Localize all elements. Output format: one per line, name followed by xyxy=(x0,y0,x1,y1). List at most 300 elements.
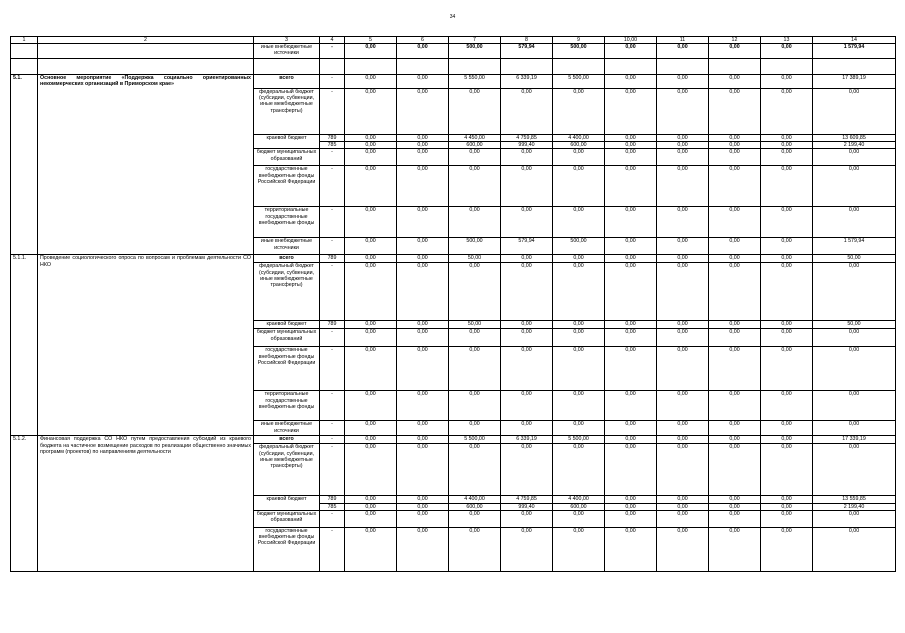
value-cell-c14 xyxy=(813,135,896,149)
value-cell-c7: 50,00 xyxy=(449,255,501,263)
value-cell-c5 xyxy=(345,496,397,510)
value-cell-c12 xyxy=(709,496,761,510)
value-cell-c5: 0,00 xyxy=(345,75,397,89)
source-cell: государственные внебюджетные фонды Российской Федерации xyxy=(254,347,320,391)
empty-cell xyxy=(657,59,709,75)
value-cell-c4: - xyxy=(320,166,345,207)
value-cell-c7: 0,00 xyxy=(449,207,501,238)
value-cell-c5: 0,00 xyxy=(345,321,397,329)
value-cell-c13: 0,00 xyxy=(761,207,813,238)
empty-cell xyxy=(345,59,397,75)
value-cell-c12: 0,00 xyxy=(709,207,761,238)
regional-value-785: 0,00 xyxy=(345,503,396,510)
value-cell-c9: 0,00 xyxy=(553,329,605,347)
value-cell-c13: 0,00 xyxy=(761,329,813,347)
value-cell-c8: 0,00 xyxy=(501,263,553,321)
value-cell-c6: 0,00 xyxy=(397,166,449,207)
header-cell-12: 12 xyxy=(709,37,761,44)
value-cell-c7: 0,00 xyxy=(449,166,501,207)
value-cell-c10: 0,00 xyxy=(605,166,657,207)
value-cell-c8 xyxy=(501,135,553,149)
table-row xyxy=(11,44,896,59)
value-cell-c5: 0,00 xyxy=(345,527,397,571)
value-cell-c7: 0,00 xyxy=(449,510,501,527)
source-cell: бюджет муниципальных образований xyxy=(254,329,320,347)
value-cell-c12: 0,00 xyxy=(709,263,761,321)
value-cell-c14: 0,00 xyxy=(813,391,896,421)
value-cell-c11: 0,00 xyxy=(657,391,709,421)
value-cell-c14: 0,00 xyxy=(813,149,896,166)
regional-value-785: 0,00 xyxy=(657,141,708,148)
value-cell-c6: 0,00 xyxy=(397,44,449,59)
header-cell-2: 2 xyxy=(38,37,254,44)
value-cell-c14: 0,00 xyxy=(813,263,896,321)
value-cell-c5: 0,00 xyxy=(345,510,397,527)
value-cell-c7: 0,00 xyxy=(449,444,501,496)
empty-cell xyxy=(320,59,345,75)
value-cell-c12: 0,00 xyxy=(709,347,761,391)
value-cell-c5: 0,00 xyxy=(345,255,397,263)
header-cell-5: 5 xyxy=(345,37,397,44)
value-cell-c5: 0,00 xyxy=(345,263,397,321)
value-cell-c11: 0,00 xyxy=(657,444,709,496)
header-cell-13: 13 xyxy=(761,37,813,44)
source-cell: государственные внебюджетные фонды Российской Федерации xyxy=(254,527,320,571)
value-cell-c8: 0,00 xyxy=(501,149,553,166)
value-cell-c14: 0,00 xyxy=(813,329,896,347)
regional-value-789: 0,00 xyxy=(729,135,740,142)
value-cell-c12: 0,00 xyxy=(709,329,761,347)
value-cell-c9 xyxy=(553,135,605,149)
value-cell-c6: 0,00 xyxy=(397,207,449,238)
value-cell-c4: - xyxy=(320,347,345,391)
value-cell-c7: 0,00 xyxy=(449,347,501,391)
value-cell-c9: 0,00 xyxy=(553,255,605,263)
value-cell-c8 xyxy=(501,496,553,510)
value-cell-c6: 0,00 xyxy=(397,510,449,527)
value-cell-c14: 1 579,94 xyxy=(813,238,896,255)
value-cell-c6: 0,00 xyxy=(397,255,449,263)
page-number: 34 xyxy=(449,14,456,20)
regional-value-785: 785 xyxy=(320,503,344,510)
regional-value-785: 600,00 xyxy=(553,141,604,148)
value-cell-c9: 0,00 xyxy=(553,149,605,166)
regional-value-789: 789 xyxy=(327,496,337,503)
table-row xyxy=(11,75,896,89)
value-cell-c4: - xyxy=(320,444,345,496)
regional-value-785: 2 199,40 xyxy=(813,141,895,148)
value-cell-c10: 0,00 xyxy=(605,444,657,496)
value-cell-c6: 0,00 xyxy=(397,149,449,166)
regional-value-789: 13 559,85 xyxy=(842,496,866,503)
value-cell-c6: 0,00 xyxy=(397,75,449,89)
regional-value-785: 600,00 xyxy=(553,503,604,510)
value-cell-c4: - xyxy=(320,89,345,135)
value-cell-c9: 0,00 xyxy=(553,421,605,436)
value-cell-c13: 0,00 xyxy=(761,89,813,135)
source-cell: краевой бюджет xyxy=(254,496,320,510)
value-cell-c14: 17 389,19 xyxy=(813,75,896,89)
regional-value-785: 0,00 xyxy=(345,141,396,148)
value-cell-c8: 0,00 xyxy=(501,527,553,571)
value-cell-c13: 0,00 xyxy=(761,238,813,255)
value-cell-c4: - xyxy=(320,436,345,444)
value-cell-c8: 0,00 xyxy=(501,329,553,347)
value-cell-c4: - xyxy=(320,75,345,89)
regional-value-785: 0,00 xyxy=(397,503,448,510)
empty-cell xyxy=(38,59,254,75)
value-cell-c12: 0,00 xyxy=(709,321,761,329)
regional-value-789: 4 400,00 xyxy=(464,496,485,503)
value-cell-c12: 0,00 xyxy=(709,149,761,166)
regional-value-789: 4 400,00 xyxy=(568,135,589,142)
header-cell-9: 9 xyxy=(553,37,605,44)
value-cell-c9: 0,00 xyxy=(553,391,605,421)
regional-value-785: 999,40 xyxy=(501,503,552,510)
value-cell-c6: 0,00 xyxy=(397,329,449,347)
value-cell-c10: 0,00 xyxy=(605,44,657,59)
section-title: Финансовая поддержка СО НКО путем предоставления субсидий из краевого бюджета на частичное возмещение расходов по реализации общественно значимых программ (проектов) по направлениям деятельности xyxy=(38,436,254,571)
regional-value-789: 0,00 xyxy=(781,496,792,503)
value-cell-c6: 0,00 xyxy=(397,391,449,421)
source-cell: государственные внебюджетные фонды Российской Федерации xyxy=(254,166,320,207)
source-cell: территориальные государственные внебюджетные фонды xyxy=(254,391,320,421)
value-cell-c14: 0,00 xyxy=(813,510,896,527)
source-cell: всего xyxy=(254,75,320,89)
regional-value-785: 999,40 xyxy=(501,141,552,148)
value-cell-c12 xyxy=(709,135,761,149)
value-cell-c12: 0,00 xyxy=(709,510,761,527)
value-cell-c14 xyxy=(813,496,896,510)
value-cell-c10 xyxy=(605,496,657,510)
value-cell-c10 xyxy=(605,135,657,149)
section-number: 5.1.2. xyxy=(11,436,38,571)
regional-value-789: 0,00 xyxy=(365,135,376,142)
value-cell-c11 xyxy=(657,135,709,149)
value-cell-c4: - xyxy=(320,421,345,436)
value-cell-c11: 0,00 xyxy=(657,207,709,238)
value-cell-c11: 0,00 xyxy=(657,329,709,347)
value-cell-c14: 0,00 xyxy=(813,207,896,238)
value-cell-c11: 0,00 xyxy=(657,510,709,527)
value-cell-c11 xyxy=(657,496,709,510)
regional-value-789: 0,00 xyxy=(417,135,428,142)
budget-table xyxy=(10,36,896,572)
value-cell-c9: 500,00 xyxy=(553,238,605,255)
value-cell-c10: 0,00 xyxy=(605,255,657,263)
value-cell-c8: 6 339,19 xyxy=(501,75,553,89)
value-cell-c11: 0,00 xyxy=(657,347,709,391)
value-cell-c13: 0,00 xyxy=(761,391,813,421)
section-title: Проведение социологического опроса по вопросам и проблемам деятельности СО НКО xyxy=(38,255,254,436)
value-cell-c8: 0,00 xyxy=(501,421,553,436)
value-cell-c5: 0,00 xyxy=(345,149,397,166)
value-cell-c7: 0,00 xyxy=(449,329,501,347)
empty-cell xyxy=(813,59,896,75)
value-cell-c11: 0,00 xyxy=(657,263,709,321)
value-cell-c14: 0,00 xyxy=(813,166,896,207)
value-cell-c6: 0,00 xyxy=(397,347,449,391)
value-cell-c6: 0,00 xyxy=(397,263,449,321)
value-cell-c14: 0,00 xyxy=(813,421,896,436)
regional-value-789: 4 450,00 xyxy=(464,135,485,142)
section-number: 5.1. xyxy=(11,75,38,255)
regional-value-785: 0,00 xyxy=(657,503,708,510)
regional-value-785: 0,00 xyxy=(605,141,656,148)
regional-value-785: 0,00 xyxy=(397,141,448,148)
value-cell-c8: 0,00 xyxy=(501,89,553,135)
regional-value-789: 0,00 xyxy=(677,496,688,503)
value-cell-c5: 0,00 xyxy=(345,421,397,436)
value-cell-c9: 0,00 xyxy=(553,527,605,571)
source-cell: иные внебюджетные источники xyxy=(254,44,320,59)
source-cell: краевой бюджет xyxy=(254,321,320,329)
regional-value-789: 0,00 xyxy=(625,135,636,142)
empty-cell xyxy=(709,59,761,75)
value-cell-c13: 0,00 xyxy=(761,510,813,527)
empty-cell xyxy=(501,59,553,75)
source-cell: бюджет муниципальных образований xyxy=(254,149,320,166)
value-cell-c7: 50,00 xyxy=(449,321,501,329)
value-cell-c11: 0,00 xyxy=(657,421,709,436)
value-cell-c5: 0,00 xyxy=(345,444,397,496)
value-cell-c9: 0,00 xyxy=(553,89,605,135)
header-cell-1: 1 xyxy=(11,37,38,44)
value-cell-c13: 0,00 xyxy=(761,44,813,59)
value-cell-c7: 500,00 xyxy=(449,44,501,59)
value-cell-c8: 0,00 xyxy=(501,166,553,207)
value-cell-c6: 0,00 xyxy=(397,89,449,135)
value-cell-c7: 0,00 xyxy=(449,391,501,421)
header-row xyxy=(11,37,896,44)
source-cell: всего xyxy=(254,436,320,444)
regional-value-785: 600,00 xyxy=(449,503,500,510)
value-cell-c9: 0,00 xyxy=(553,207,605,238)
value-cell-c4: - xyxy=(320,149,345,166)
value-cell-c10: 0,00 xyxy=(605,329,657,347)
value-cell-c7 xyxy=(449,496,501,510)
value-cell-c12: 0,00 xyxy=(709,89,761,135)
value-cell-c13: 0,00 xyxy=(761,527,813,571)
value-cell-c14: 0,00 xyxy=(813,527,896,571)
value-cell-c9: 5 500,00 xyxy=(553,75,605,89)
value-cell-c10: 0,00 xyxy=(605,510,657,527)
header-cell-4: 4 xyxy=(320,37,345,44)
regional-value-785: 0,00 xyxy=(761,503,812,510)
value-cell-c13: 0,00 xyxy=(761,436,813,444)
value-cell-c9 xyxy=(553,496,605,510)
value-cell-c4: - xyxy=(320,44,345,59)
value-cell-c9: 0,00 xyxy=(553,166,605,207)
value-cell-c5: 0,00 xyxy=(345,238,397,255)
value-cell-c14: 1 579,94 xyxy=(813,44,896,59)
regional-value-785: 0,00 xyxy=(605,503,656,510)
value-cell-c5: 0,00 xyxy=(345,391,397,421)
value-cell-c13 xyxy=(761,496,813,510)
value-cell-c10: 0,00 xyxy=(605,75,657,89)
value-cell-c12: 0,00 xyxy=(709,527,761,571)
header-cell-10: 10,00 xyxy=(605,37,657,44)
header-cell-8: 8 xyxy=(501,37,553,44)
source-cell: иные внебюджетные источники xyxy=(254,238,320,255)
value-cell-c6 xyxy=(397,496,449,510)
value-cell-c11: 0,00 xyxy=(657,255,709,263)
regional-value-789: 4 400,00 xyxy=(568,496,589,503)
regional-value-789: 0,00 xyxy=(729,496,740,503)
value-cell-c8: 0,00 xyxy=(501,510,553,527)
value-cell-c6: 0,00 xyxy=(397,321,449,329)
value-cell-c13: 0,00 xyxy=(761,75,813,89)
source-cell: краевой бюджет xyxy=(254,135,320,149)
value-cell-c11: 0,00 xyxy=(657,44,709,59)
value-cell-c10: 0,00 xyxy=(605,421,657,436)
value-cell-c12: 0,00 xyxy=(709,436,761,444)
value-cell-c10: 0,00 xyxy=(605,436,657,444)
value-cell-c9: 0,00 xyxy=(553,321,605,329)
value-cell-c8: 0,00 xyxy=(501,207,553,238)
value-cell-c12: 0,00 xyxy=(709,391,761,421)
source-cell: всего xyxy=(254,255,320,263)
source-cell: федеральный бюджет (субсидии, субвенции, иные межбюджетные трансферты) xyxy=(254,444,320,496)
regional-value-789: 0,00 xyxy=(365,496,376,503)
value-cell-c7: 0,00 xyxy=(449,149,501,166)
value-cell-c12: 0,00 xyxy=(709,44,761,59)
empty-cell xyxy=(761,59,813,75)
value-cell-c14: 0,00 xyxy=(813,347,896,391)
value-cell-c13: 0,00 xyxy=(761,149,813,166)
value-cell-c7: 0,00 xyxy=(449,527,501,571)
section-number: 5.1.1. xyxy=(11,255,38,436)
value-cell-c9: 0,00 xyxy=(553,444,605,496)
value-cell-c11: 0,00 xyxy=(657,238,709,255)
source-cell: федеральный бюджет (субсидии, субвенции, иные межбюджетные трансферты) xyxy=(254,263,320,321)
value-cell-c12: 0,00 xyxy=(709,75,761,89)
value-cell-c11: 0,00 xyxy=(657,166,709,207)
value-cell-c10: 0,00 xyxy=(605,391,657,421)
value-cell-c8: 579,94 xyxy=(501,238,553,255)
value-cell-c6: 0,00 xyxy=(397,421,449,436)
value-cell-c14: 50,00 xyxy=(813,255,896,263)
title-cell xyxy=(38,44,254,59)
regional-value-789: 0,00 xyxy=(417,496,428,503)
regional-value-789: 0,00 xyxy=(781,135,792,142)
value-cell-c8: 579,94 xyxy=(501,44,553,59)
regional-value-789: 789 xyxy=(327,135,337,142)
value-cell-c12: 0,00 xyxy=(709,166,761,207)
value-cell-c7: 0,00 xyxy=(449,89,501,135)
value-cell-c10: 0,00 xyxy=(605,238,657,255)
source-cell: федеральный бюджет (субсидии, субвенции, иные межбюджетные трансферты) xyxy=(254,89,320,135)
value-cell-c4: 789 xyxy=(320,321,345,329)
header-cell-14: 14 xyxy=(813,37,896,44)
value-cell-c4 xyxy=(320,496,345,510)
header-cell-11: 11 xyxy=(657,37,709,44)
value-cell-c10: 0,00 xyxy=(605,207,657,238)
value-cell-c13: 0,00 xyxy=(761,255,813,263)
value-cell-c6: 0,00 xyxy=(397,527,449,571)
regional-value-785: 2 199,40 xyxy=(813,503,895,510)
value-cell-c9: 0,00 xyxy=(553,263,605,321)
value-cell-c5: 0,00 xyxy=(345,347,397,391)
value-cell-c8: 0,00 xyxy=(501,444,553,496)
value-cell-c12: 0,00 xyxy=(709,444,761,496)
value-cell-c14: 0,00 xyxy=(813,444,896,496)
value-cell-c5 xyxy=(345,135,397,149)
regional-value-789: 0,00 xyxy=(625,496,636,503)
regional-value-785: 600,00 xyxy=(449,141,500,148)
value-cell-c13: 0,00 xyxy=(761,166,813,207)
regional-value-785: 0,00 xyxy=(709,141,760,148)
table-row xyxy=(11,59,896,75)
value-cell-c8: 6 339,19 xyxy=(501,436,553,444)
value-cell-c10: 0,00 xyxy=(605,321,657,329)
value-cell-c5: 0,00 xyxy=(345,329,397,347)
value-cell-c13 xyxy=(761,135,813,149)
value-cell-c9: 5 500,00 xyxy=(553,436,605,444)
value-cell-c5: 0,00 xyxy=(345,89,397,135)
value-cell-c9: 0,00 xyxy=(553,347,605,391)
value-cell-c4: - xyxy=(320,510,345,527)
regional-value-789: 4 759,85 xyxy=(516,135,537,142)
regional-value-785: 785 xyxy=(320,141,344,148)
value-cell-c7: 0,00 xyxy=(449,263,501,321)
value-cell-c14: 50,00 xyxy=(813,321,896,329)
value-cell-c5: 0,00 xyxy=(345,207,397,238)
regional-value-789: 4 759,85 xyxy=(516,496,537,503)
source-cell: бюджет муниципальных образований xyxy=(254,510,320,527)
value-cell-c6: 0,00 xyxy=(397,444,449,496)
value-cell-c7 xyxy=(449,135,501,149)
value-cell-c4: - xyxy=(320,391,345,421)
value-cell-c11: 0,00 xyxy=(657,436,709,444)
value-cell-c13: 0,00 xyxy=(761,321,813,329)
value-cell-c4: - xyxy=(320,527,345,571)
table-row xyxy=(11,255,896,263)
value-cell-c12: 0,00 xyxy=(709,255,761,263)
regional-value-785: 0,00 xyxy=(709,503,760,510)
value-cell-c6 xyxy=(397,135,449,149)
value-cell-c4 xyxy=(320,135,345,149)
value-cell-c12: 0,00 xyxy=(709,238,761,255)
empty-cell xyxy=(254,59,320,75)
value-cell-c8: 0,00 xyxy=(501,321,553,329)
empty-cell xyxy=(605,59,657,75)
value-cell-c14: 17 339,19 xyxy=(813,436,896,444)
value-cell-c14: 0,00 xyxy=(813,89,896,135)
value-cell-c8: 0,00 xyxy=(501,255,553,263)
empty-cell xyxy=(397,59,449,75)
value-cell-c13: 0,00 xyxy=(761,444,813,496)
value-cell-c5: 0,00 xyxy=(345,44,397,59)
section-title: Основное мероприятие «Поддержка социально ориентированных некоммерческих организаций в Приморском крае» xyxy=(38,75,254,255)
value-cell-c8: 0,00 xyxy=(501,347,553,391)
value-cell-c11: 0,00 xyxy=(657,149,709,166)
value-cell-c10: 0,00 xyxy=(605,89,657,135)
value-cell-c12: 0,00 xyxy=(709,421,761,436)
empty-cell xyxy=(11,59,38,75)
source-cell: иные внебюджетные источники xyxy=(254,421,320,436)
header-cell-3: 3 xyxy=(254,37,320,44)
regional-value-789: 0,00 xyxy=(677,135,688,142)
value-cell-c4: - xyxy=(320,329,345,347)
regional-value-785: 0,00 xyxy=(761,141,812,148)
table-row xyxy=(11,436,896,444)
header-cell-7: 7 xyxy=(449,37,501,44)
value-cell-c10: 0,00 xyxy=(605,149,657,166)
value-cell-c10: 0,00 xyxy=(605,527,657,571)
source-cell: территориальные государственные внебюджетные фонды xyxy=(254,207,320,238)
value-cell-c11: 0,00 xyxy=(657,75,709,89)
